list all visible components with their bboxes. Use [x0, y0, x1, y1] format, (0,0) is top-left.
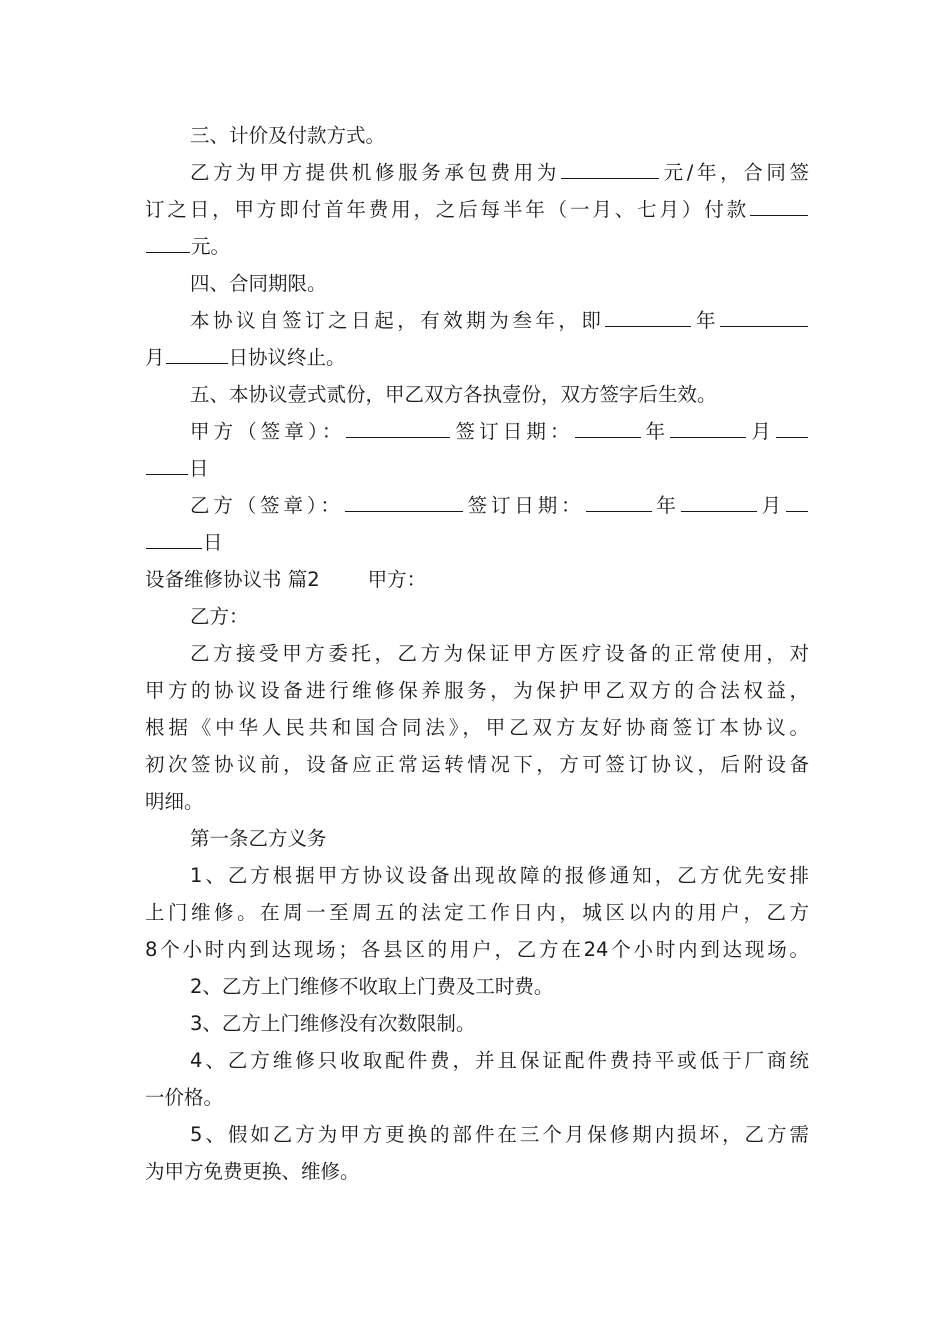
line-text: 一价格。 — [145, 1086, 224, 1109]
fill-in-blank — [776, 413, 808, 438]
line-text: 乙方（签章）： — [190, 494, 344, 517]
paragraph-line — [145, 746, 809, 783]
paragraph-line — [145, 154, 809, 191]
paragraph-line — [145, 1079, 809, 1116]
line-text: 元。 — [191, 235, 231, 258]
fill-in-blank — [575, 413, 641, 438]
fill-in-blank — [345, 487, 463, 512]
line-text: 四、合同期限。 — [190, 272, 327, 295]
line-text: 月 — [145, 346, 165, 369]
line-text: 甲方（签章）： — [190, 420, 346, 443]
line-text: 2、乙方上门维修不收取上门费及工时费。 — [190, 975, 554, 998]
paragraph-line — [145, 524, 809, 561]
paragraph-line — [145, 1116, 809, 1153]
paragraph-line — [145, 413, 809, 450]
line-text: 月 — [747, 420, 775, 443]
paragraph-line — [145, 1153, 809, 1190]
party-a-label: 甲方： — [367, 568, 427, 591]
heading-title: 设备维修协议书 篇2 — [145, 568, 320, 591]
fill-in-blank — [166, 339, 228, 364]
paragraph-line — [145, 228, 809, 265]
paragraph-line — [145, 635, 809, 672]
line-text: 月 — [757, 494, 785, 517]
fill-in-blank — [750, 191, 808, 216]
paragraph-line — [145, 302, 809, 339]
line-text: 4、乙方维修只收取配件费，并且保证配件费持平或低于厂商统 — [190, 1049, 809, 1072]
paragraph-line — [145, 265, 809, 302]
paragraph-line — [145, 857, 809, 894]
line-text: 上门维修。在周一至周五的法定工作日内，城区以内的用户，乙方 — [145, 901, 809, 924]
line-text: 初次签协议前，设备应正常运转情况下，方可签订协议，后附设备 — [145, 753, 809, 776]
paragraph-line — [145, 709, 809, 746]
line-text: 根据《中华人民共和国合同法》，甲乙双方友好协商签订本协议。 — [145, 716, 809, 739]
line-text: 订之日，甲方即付首年费用，之后每半年（一月、七月）付款 — [145, 198, 749, 221]
paragraph-line — [145, 191, 809, 228]
paragraph-line — [145, 931, 809, 968]
line-text: 签订日期： — [463, 494, 585, 517]
line-text: 日 — [203, 531, 223, 554]
line-text: 年 — [641, 420, 670, 443]
line-text: 五、本协议壹式贰份，甲乙双方各执壹份，双方签字后生效。 — [190, 383, 717, 406]
line-text: 乙方为甲方提供机修服务承包费用为 — [190, 161, 561, 184]
line-text: 本协议自签订之日起，有效期为叁年，即 — [190, 309, 605, 332]
fill-in-blank — [720, 302, 808, 327]
paragraph-line — [145, 339, 809, 376]
paragraph-line — [145, 487, 809, 524]
fill-in-blank — [146, 524, 202, 549]
line-text: 第一条乙方义务 — [190, 827, 327, 850]
line-text: 年 — [652, 494, 680, 517]
fill-in-blank — [670, 413, 746, 438]
fill-in-blank — [786, 487, 808, 512]
paragraph-line — [145, 450, 809, 487]
line-text: 乙方： — [190, 605, 249, 628]
paragraph-line — [145, 672, 809, 709]
fill-in-blank — [346, 413, 450, 438]
line-text: 3、乙方上门维修没有次数限制。 — [190, 1012, 476, 1035]
line-text: 日 — [189, 457, 209, 480]
paragraph-line — [145, 376, 809, 413]
paragraph-line — [145, 1005, 809, 1042]
paragraph-line — [145, 968, 809, 1005]
line-text: 年 — [692, 309, 719, 332]
line-text: 日协议终止。 — [228, 346, 346, 369]
line-text: 签订日期： — [451, 420, 574, 443]
paragraph-line — [145, 820, 809, 857]
line-text: 乙方接受甲方委托，乙方为保证甲方医疗设备的正常使用，对 — [190, 642, 809, 665]
line-text: 5、假如乙方为甲方更换的部件在三个月保修期内损坏，乙方需 — [190, 1123, 809, 1146]
section-heading — [145, 561, 809, 598]
line-text: 明细。 — [145, 790, 204, 813]
line-text: 1、乙方根据甲方协议设备出现故障的报修通知，乙方优先安排 — [190, 864, 809, 887]
paragraph-line — [145, 117, 809, 154]
fill-in-blank — [146, 228, 190, 253]
paragraph-line — [145, 598, 809, 635]
line-text: 三、计价及付款方式。 — [190, 124, 386, 147]
fill-in-blank — [561, 154, 659, 179]
paragraph-line — [145, 1042, 809, 1079]
line-text: 甲方的协议设备进行维修保养服务，为保护甲乙双方的合法权益， — [145, 679, 809, 702]
paragraph-line — [145, 783, 809, 820]
document-body — [145, 117, 809, 1190]
line-text: 为甲方免费更换、维修。 — [145, 1160, 360, 1183]
fill-in-blank — [146, 450, 188, 475]
fill-in-blank — [586, 487, 652, 512]
fill-in-blank — [605, 302, 691, 327]
line-text: 8个小时内到达现场；各县区的用户，乙方在24个小时内到达现场。 — [145, 938, 809, 961]
line-text: 元/年，合同签 — [660, 161, 809, 184]
fill-in-blank — [681, 487, 757, 512]
paragraph-line — [145, 894, 809, 931]
